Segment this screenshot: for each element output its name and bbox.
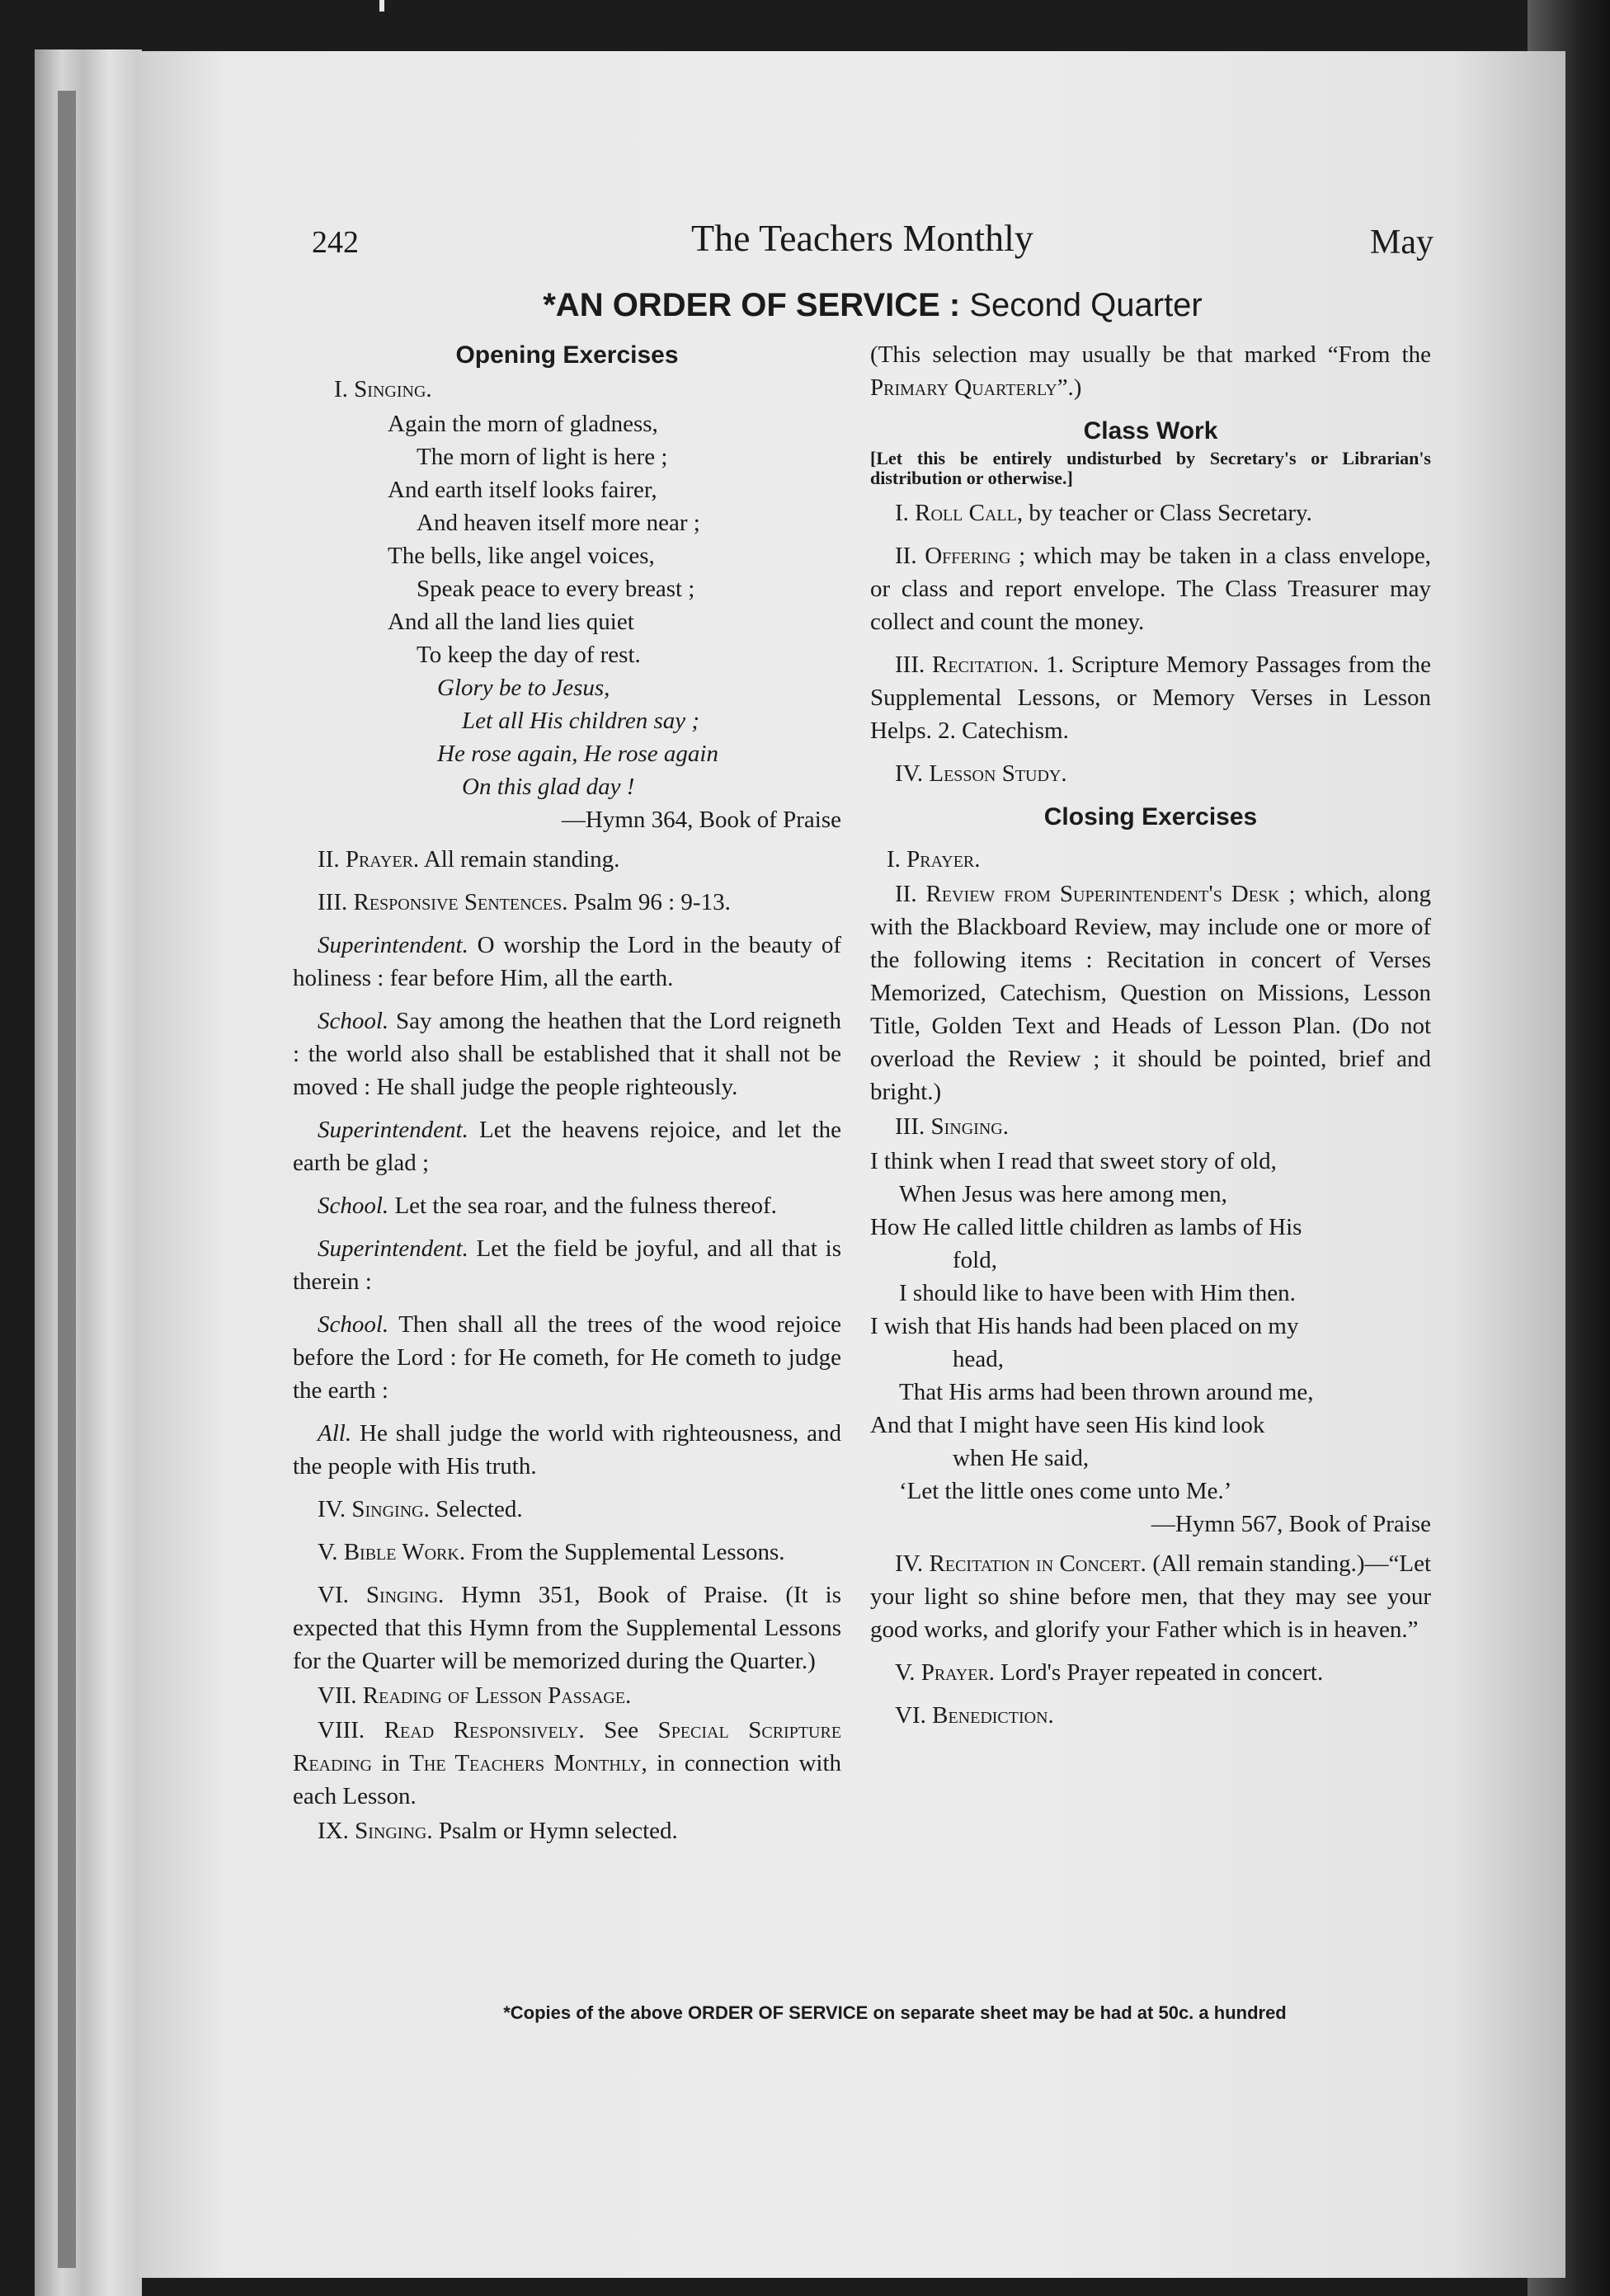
item-number: III. bbox=[895, 652, 925, 678]
hymn-line: To keep the day of rest. bbox=[417, 642, 641, 668]
selection-note bbox=[870, 338, 1431, 404]
responsive-line bbox=[293, 1113, 841, 1179]
item-label: Lesson Study. bbox=[929, 760, 1067, 787]
item-number: III. bbox=[895, 1113, 925, 1140]
closing-exercises-heading: Closing Exercises bbox=[1043, 803, 1258, 830]
hymn-567 bbox=[870, 1145, 1431, 1541]
item-label: Bible Work. bbox=[343, 1539, 466, 1565]
book-binding-shadow bbox=[58, 91, 76, 2268]
item-offering bbox=[870, 539, 1431, 638]
item-number: VII. bbox=[318, 1682, 357, 1709]
month-label: May bbox=[1370, 223, 1433, 261]
hymn-reference: —Hymn 364, Book of Praise bbox=[561, 807, 841, 833]
hymn-line: And that I might have seen His kind look bbox=[870, 1412, 1265, 1438]
scan-mark bbox=[379, 0, 384, 12]
responsive-line bbox=[293, 1004, 841, 1103]
responsive-line bbox=[293, 1417, 841, 1483]
item-label: Read Responsively. bbox=[384, 1717, 585, 1743]
speaker: Superintendent. bbox=[318, 932, 468, 958]
item-number: VIII. bbox=[318, 1717, 365, 1743]
hymn-line: I wish that His hands had been placed on my bbox=[870, 1313, 1299, 1339]
title-main: *AN ORDER OF SERVICE : bbox=[543, 287, 961, 323]
item-label: Recitation. bbox=[932, 652, 1039, 678]
speaker: School. bbox=[318, 1193, 389, 1219]
item-benediction bbox=[870, 1699, 1431, 1732]
hymn-line: The morn of light is here ; bbox=[417, 444, 668, 470]
item-text: See bbox=[604, 1717, 639, 1743]
title-subtitle: Second Quarter bbox=[969, 287, 1203, 323]
item-number: IV. bbox=[895, 760, 924, 787]
item-label: Offering ; bbox=[925, 543, 1026, 569]
hymn-line: And heaven itself more near ; bbox=[417, 510, 700, 536]
item-number: II. bbox=[895, 543, 917, 569]
item-text: From the Supplemental Lessons. bbox=[471, 1539, 785, 1565]
hymn-line: I should like to have been with Him then. bbox=[899, 1280, 1296, 1306]
left-column bbox=[293, 338, 841, 1849]
item-recitation bbox=[870, 648, 1431, 747]
chorus-line: Let all His children say ; bbox=[462, 708, 700, 734]
speaker: School. bbox=[318, 1008, 389, 1034]
response-text: Let the sea roar, and the fulness thereof. bbox=[394, 1193, 777, 1219]
hymn-line: Speak peace to every breast ; bbox=[417, 576, 695, 602]
item-lesson-study bbox=[870, 757, 1431, 790]
page-title bbox=[312, 287, 1433, 324]
item-label: Prayer. bbox=[920, 1659, 996, 1686]
item-prayer bbox=[293, 843, 841, 876]
item-label: Singing. bbox=[930, 1113, 1009, 1140]
item-number: I. bbox=[334, 376, 348, 402]
response-text: He shall judge the world with righteousness, and the people with His truth. bbox=[293, 1420, 841, 1480]
running-header bbox=[312, 216, 1433, 274]
journal-title: The Teachers Monthly bbox=[691, 217, 1033, 259]
item-number: IV. bbox=[895, 1550, 924, 1577]
class-work-heading: Class Work bbox=[1083, 417, 1218, 445]
speaker: School. bbox=[318, 1311, 389, 1338]
hymn-line: How He called little children as lambs of His bbox=[870, 1214, 1302, 1240]
hymn-line: when He said, bbox=[953, 1445, 1090, 1471]
item-roll-call bbox=[870, 496, 1431, 529]
item-singing-psalm bbox=[293, 1814, 841, 1847]
chorus-line: He rose again, He rose again bbox=[437, 741, 718, 767]
item-text: Psalm or Hymn selected. bbox=[438, 1818, 678, 1844]
hymn-reference: —Hymn 567, Book of Praise bbox=[1151, 1511, 1431, 1537]
response-text: Say among the heathen that the Lord reigneth : the world also shall be established that it shall not be moved : He shall judge the people righteously. bbox=[293, 1008, 841, 1100]
note-text: (This selection may usually be that marked “From the bbox=[870, 341, 1431, 368]
item-label: Reading of Lesson Passage. bbox=[362, 1682, 632, 1709]
item-number: I. bbox=[887, 846, 901, 873]
item-recitation-in-concert bbox=[870, 1547, 1431, 1646]
hymn-364 bbox=[293, 407, 841, 836]
speaker: All. bbox=[318, 1420, 352, 1447]
item-label: Roll Call, bbox=[915, 500, 1024, 526]
item-number: III. bbox=[318, 889, 348, 915]
item-text: Hymn 351, Book of Praise. (It is expected that this Hymn from the Supplemental Lessons for the Quarter will be memorized during the Quarter.) bbox=[293, 1582, 842, 1674]
note-text-smallcaps: Primary Quarterly bbox=[870, 374, 1057, 401]
item-reading-lesson-passage bbox=[293, 1679, 841, 1712]
item-label: Prayer. bbox=[906, 846, 981, 873]
item-label: Prayer. bbox=[345, 846, 420, 873]
item-text: Lord's Prayer repeated in concert. bbox=[1000, 1659, 1324, 1686]
chorus-line: On this glad day ! bbox=[462, 774, 635, 800]
hymn-line: The bells, like angel voices, bbox=[388, 543, 655, 569]
item-text: in bbox=[381, 1750, 400, 1776]
footnote: *Copies of the above ORDER OF SERVICE on separate sheet may be had at 50c. a hundred bbox=[503, 2002, 1287, 2023]
item-text-smallcaps: The Teachers Monthly, bbox=[409, 1750, 647, 1776]
item-label: Singing. bbox=[355, 1818, 433, 1844]
item-label: Benediction. bbox=[932, 1702, 1054, 1729]
item-number: IV. bbox=[318, 1496, 346, 1522]
item-number: VI. bbox=[895, 1702, 926, 1729]
item-singing-hymn-351 bbox=[293, 1578, 841, 1677]
item-text: which may be taken in a class envelope, or class and report envelope. The Class Treasurer may collect and count the money. bbox=[870, 543, 1432, 635]
item-number: II. bbox=[895, 881, 917, 907]
response-text: O worship the Lord in the beauty of holiness : fear before Him, all the earth. bbox=[293, 932, 842, 991]
hymn-line: When Jesus was here among men, bbox=[899, 1181, 1227, 1207]
item-singing bbox=[293, 373, 841, 406]
item-number: II. bbox=[318, 846, 340, 873]
right-column bbox=[870, 338, 1431, 1734]
class-work-note: [Let this be entirely undisturbed by Secretary's or Librarian's distribution or otherwise.] bbox=[870, 448, 1431, 488]
item-text: Selected. bbox=[435, 1496, 523, 1522]
hymn-line: And earth itself looks fairer, bbox=[388, 477, 657, 503]
responsive-line bbox=[293, 1232, 841, 1298]
response-text: Let the heavens rejoice, and let the earth be glad ; bbox=[293, 1117, 841, 1176]
item-number: IX. bbox=[318, 1818, 349, 1844]
item-text: All remain standing. bbox=[423, 846, 620, 873]
item-closing-prayer bbox=[870, 843, 1431, 876]
hymn-line: And all the land lies quiet bbox=[388, 609, 634, 635]
book-left-edge bbox=[35, 49, 142, 2296]
item-number: VI. bbox=[318, 1582, 349, 1608]
item-review bbox=[870, 877, 1431, 1108]
item-number: I. bbox=[895, 500, 909, 526]
opening-exercises-heading: Opening Exercises bbox=[455, 341, 679, 369]
page-number: 242 bbox=[312, 225, 359, 260]
response-text: Let the field be joyful, and all that is therein : bbox=[293, 1235, 842, 1295]
hymn-line: head, bbox=[953, 1346, 1004, 1372]
item-text: by teacher or Class Secretary. bbox=[1029, 500, 1312, 526]
hymn-line: fold, bbox=[953, 1247, 997, 1273]
item-number: V. bbox=[318, 1539, 338, 1565]
hymn-line: That His arms had been thrown around me, bbox=[899, 1379, 1314, 1405]
item-text: which, along with the Blackboard Review, may include one or more of the following items : Recitation in concert of Verses Memorized, Catechism, Question on Missions, Lesson Title, Golden Text and Heads of Lesson Plan. (Do not overload the Review ; it should be pointed, brief and bright.) bbox=[870, 881, 1432, 1105]
item-label: Review from Superintendent's Desk ; bbox=[925, 881, 1296, 907]
speaker: Superintendent. bbox=[318, 1117, 468, 1143]
responsive-line bbox=[293, 929, 841, 995]
responsive-line bbox=[293, 1308, 841, 1407]
item-label: Responsive Sentences. bbox=[353, 889, 568, 915]
item-label: Recitation in Concert. bbox=[929, 1550, 1146, 1577]
speaker: Superintendent. bbox=[318, 1235, 468, 1262]
item-text: Psalm 96 : 9-13. bbox=[573, 889, 731, 915]
item-closing-singing bbox=[870, 1110, 1431, 1143]
hymn-line: ‘Let the little ones come unto Me.’ bbox=[899, 1478, 1232, 1504]
item-label: Singing. bbox=[354, 376, 432, 402]
item-singing-selected bbox=[293, 1493, 841, 1526]
item-bible-work bbox=[293, 1536, 841, 1569]
response-text: Then shall all the trees of the wood rejoice before the Lord : for He cometh, for He cometh to judge the earth : bbox=[293, 1311, 841, 1404]
item-text-smallcaps: Special Scripture Reading bbox=[293, 1717, 842, 1776]
hymn-line: Again the morn of gladness, bbox=[388, 411, 658, 437]
item-lords-prayer bbox=[870, 1656, 1431, 1689]
item-text: in connection with each Lesson. bbox=[293, 1750, 842, 1809]
item-label: Singing. bbox=[365, 1582, 445, 1608]
responsive-line bbox=[293, 1189, 841, 1222]
item-read-responsively bbox=[293, 1714, 841, 1813]
item-responsive-sentences bbox=[293, 886, 841, 919]
note-text: ”.) bbox=[1057, 374, 1082, 401]
chorus-line: Glory be to Jesus, bbox=[437, 675, 610, 701]
item-number: V. bbox=[895, 1659, 916, 1686]
hymn-line: I think when I read that sweet story of old, bbox=[870, 1148, 1277, 1174]
item-text: 1. Scripture Memory Passages from the Supplemental Lessons, or Memory Verses in Lesson Helps. 2. Catechism. bbox=[870, 652, 1432, 744]
item-label: Singing. bbox=[351, 1496, 430, 1522]
item-text: (All remain standing.)—“Let your light so shine before men, that they may see your good works, and glorify your Father which is in heaven.” bbox=[870, 1550, 1432, 1643]
